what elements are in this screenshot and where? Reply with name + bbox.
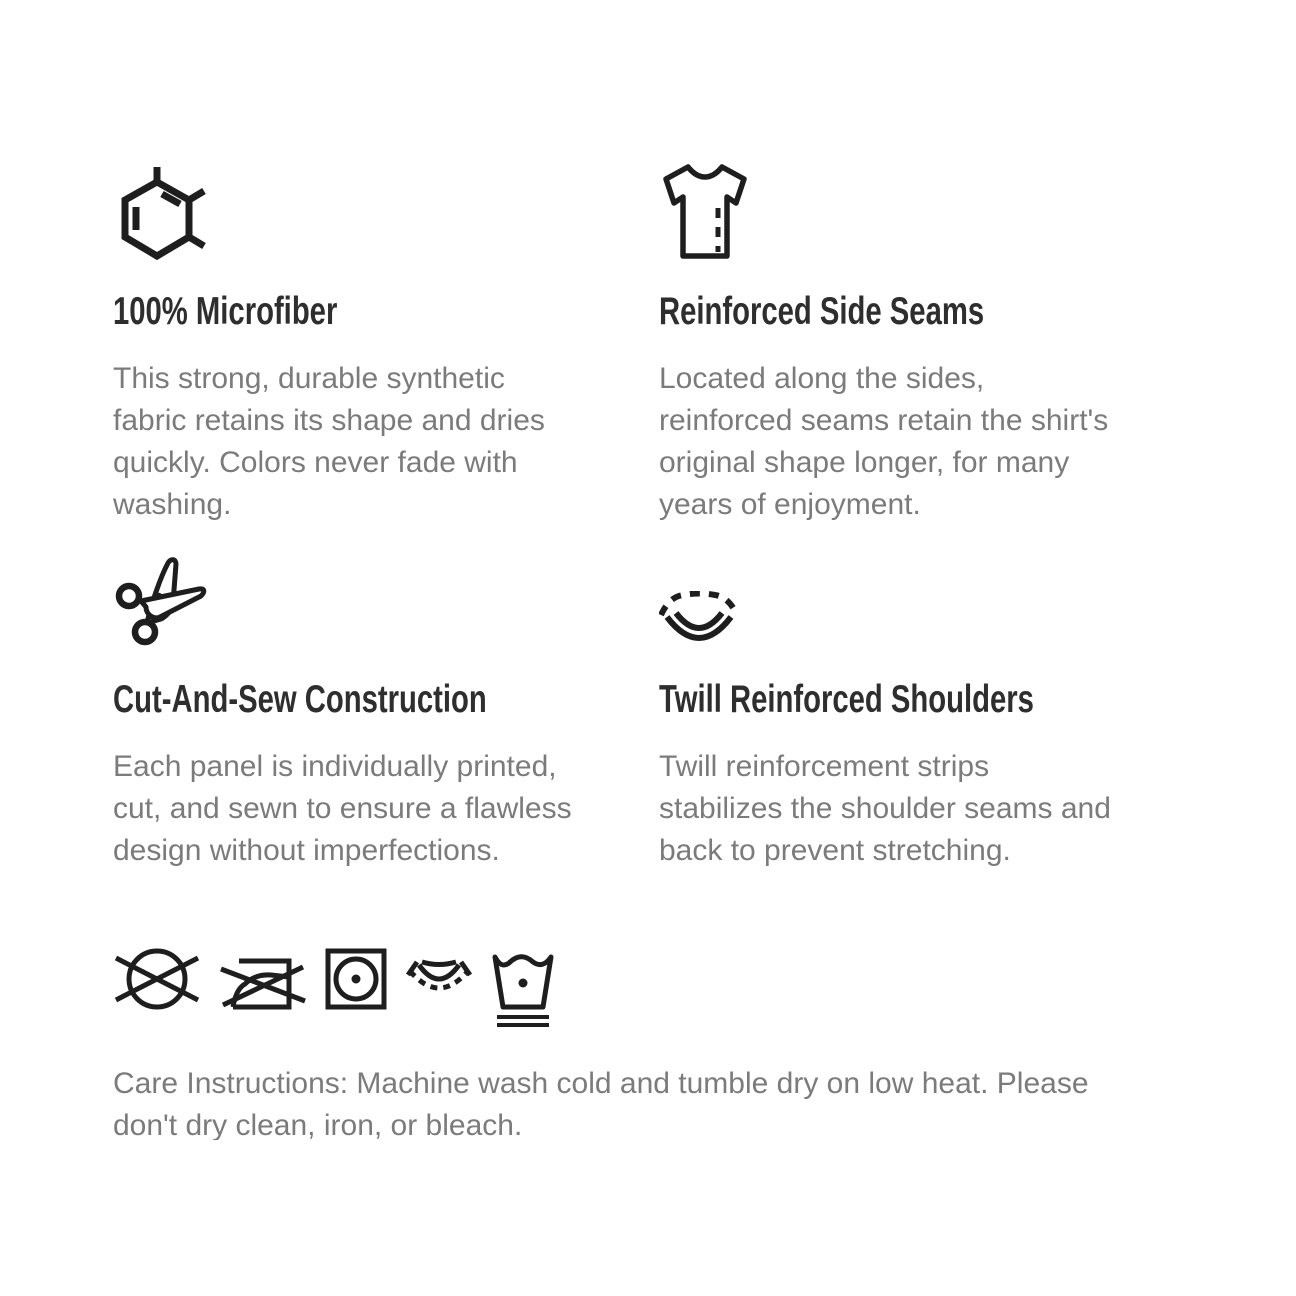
feature-description-line: Each panel is individually printed, xyxy=(113,750,557,783)
feature-description-line: washing. xyxy=(113,488,232,521)
feature-title: 100% Microfiber xyxy=(113,290,338,333)
feature-description-line: design without imperfections. xyxy=(113,834,500,867)
feature-grid xyxy=(113,160,1188,872)
care-symbols-row xyxy=(113,945,1188,1013)
feature-description-line: quickly. Colors never fade with xyxy=(113,446,518,479)
feature-cut-and-sew xyxy=(113,548,613,872)
care-instructions xyxy=(113,1063,1198,1140)
microfiber-molecule-icon xyxy=(113,160,613,265)
feature-side-seams xyxy=(659,160,1159,526)
feature-microfiber xyxy=(113,160,613,526)
feature-description-line: This strong, durable synthetic xyxy=(113,362,505,395)
do-not-iron-icon xyxy=(219,951,307,1013)
collar-shoulder-seam-icon xyxy=(659,548,1159,653)
machine-wash-cold-icon xyxy=(491,947,555,1029)
feature-description-line: reinforced seams retain the shirt's xyxy=(659,404,1109,437)
feature-description-line: back to prevent stretching. xyxy=(659,834,1011,867)
content xyxy=(113,160,1188,1140)
scissors-icon xyxy=(113,548,613,653)
feature-description-line: original shape longer, for many xyxy=(659,446,1070,479)
feature-description-line: Twill reinforcement strips xyxy=(659,750,990,783)
collar-icon xyxy=(405,957,473,1002)
feature-description xyxy=(659,358,1159,526)
do-not-dry-clean-icon xyxy=(113,945,201,1015)
tshirt-side-seam-icon xyxy=(659,160,1159,265)
feature-shoulders xyxy=(659,548,1159,872)
feature-description-line: stabilizes the shoulder seams and xyxy=(659,792,1111,825)
feature-description xyxy=(113,358,613,526)
feature-description-line: cut, and sewn to ensure a flawless xyxy=(113,792,572,825)
tumble-dry-low-icon xyxy=(325,948,387,1010)
care-instructions-line: Care Instructions: Machine wash cold and tumble dry on low heat. Please xyxy=(113,1067,1089,1100)
feature-description xyxy=(659,746,1159,872)
feature-description xyxy=(113,746,613,872)
feature-title: Twill Reinforced Shoulders xyxy=(659,678,1034,721)
feature-title: Cut-And-Sew Construction xyxy=(113,678,487,721)
feature-description-line: fabric retains its shape and dries xyxy=(113,404,545,437)
feature-description-line: years of enjoyment. xyxy=(659,488,921,521)
feature-title: Reinforced Side Seams xyxy=(659,290,985,333)
feature-description-line: Located along the sides, xyxy=(659,362,985,395)
care-instructions-line: don't dry clean, iron, or bleach. xyxy=(113,1109,523,1140)
